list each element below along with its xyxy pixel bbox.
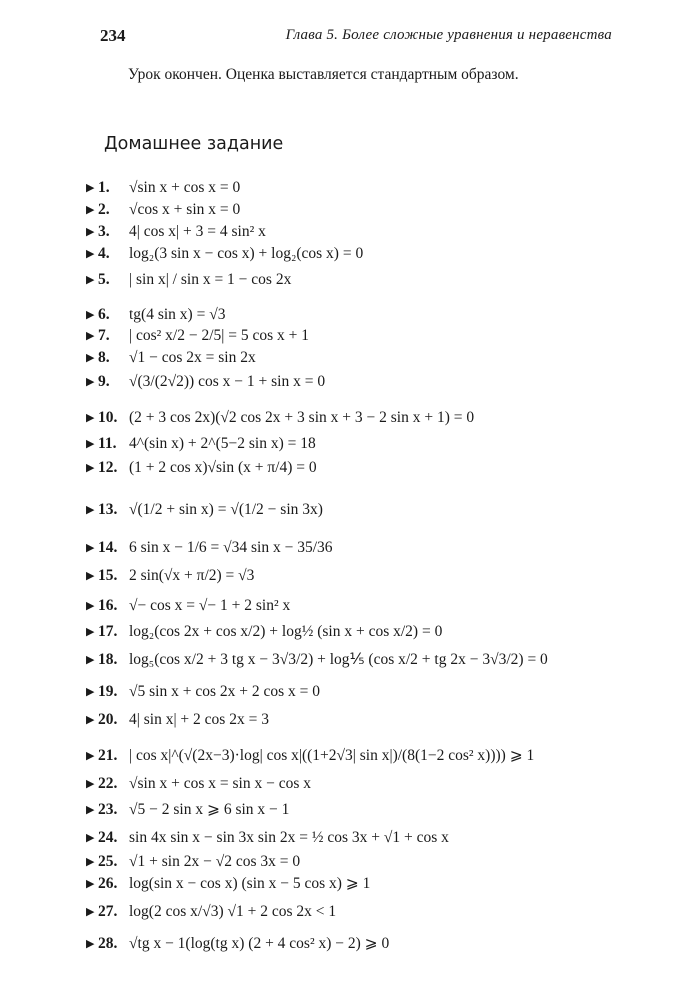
problem-item bbox=[86, 746, 534, 766]
triangle-bullet-icon: ▶ bbox=[86, 600, 95, 612]
problem-item bbox=[86, 650, 548, 670]
triangle-bullet-icon: ▶ bbox=[86, 686, 95, 698]
problem-expression: log₅(cos x/2 + 3 tg x − 3√3/2) + log⅕ (cos x/2 + tg 2x − 3√3/2) = 0 bbox=[129, 651, 548, 668]
problem-item bbox=[86, 270, 291, 290]
problem-item bbox=[86, 902, 336, 922]
problem-expression: √(1/2 + sin x) = √(1/2 − sin 3x) bbox=[129, 501, 323, 518]
problem-expression: log₂(cos 2x + cos x/2) + log½ (sin x + cos x/2) = 0 bbox=[129, 623, 443, 640]
triangle-bullet-icon: ▶ bbox=[86, 750, 95, 762]
problem-expression: √sin x + cos x = 0 bbox=[129, 179, 241, 196]
problem-number: 17. bbox=[98, 623, 118, 640]
section-title: Домашнее задание bbox=[104, 134, 284, 154]
problem-expression: √1 − cos 2x = sin 2x bbox=[129, 349, 256, 366]
problem-item bbox=[86, 222, 266, 242]
problem-number: 16. bbox=[98, 597, 118, 614]
triangle-bullet-icon: ▶ bbox=[86, 878, 95, 890]
problem-item bbox=[86, 458, 317, 478]
triangle-bullet-icon: ▶ bbox=[86, 654, 95, 666]
problem-number: 19. bbox=[98, 683, 118, 700]
problem-number: 15. bbox=[98, 567, 118, 584]
problem-item bbox=[86, 774, 311, 794]
triangle-bullet-icon: ▶ bbox=[86, 906, 95, 918]
problem-number: 28. bbox=[98, 935, 118, 952]
problem-number: 23. bbox=[98, 801, 118, 818]
triangle-bullet-icon: ▶ bbox=[86, 778, 95, 790]
problem-expression: sin 4x sin x − sin 3x sin 2x = ½ cos 3x + √1 + cos x bbox=[129, 829, 449, 846]
problem-number: 18. bbox=[98, 651, 118, 668]
problem-expression: √5 − 2 sin x ⩾ 6 sin x − 1 bbox=[129, 801, 290, 818]
problem-item bbox=[86, 372, 325, 392]
triangle-bullet-icon: ▶ bbox=[86, 352, 95, 364]
triangle-bullet-icon: ▶ bbox=[86, 309, 95, 321]
problem-expression: log(2 cos x/√3) √1 + 2 cos 2x < 1 bbox=[129, 903, 337, 920]
problem-item bbox=[86, 326, 309, 346]
problem-item bbox=[86, 538, 333, 558]
problem-expression: | sin x| / sin x = 1 − cos 2x bbox=[129, 271, 292, 288]
problem-item bbox=[86, 710, 269, 730]
triangle-bullet-icon: ▶ bbox=[86, 570, 95, 582]
problem-number: 6. bbox=[98, 306, 110, 323]
triangle-bullet-icon: ▶ bbox=[86, 330, 95, 342]
problem-item bbox=[86, 852, 300, 872]
problem-number: 26. bbox=[98, 875, 118, 892]
problem-item bbox=[86, 828, 449, 848]
problem-expression: log(sin x − cos x) (sin x − 5 cos x) ⩾ 1 bbox=[129, 875, 371, 892]
triangle-bullet-icon: ▶ bbox=[86, 832, 95, 844]
problem-number: 27. bbox=[98, 903, 118, 920]
problem-item bbox=[86, 800, 289, 820]
triangle-bullet-icon: ▶ bbox=[86, 412, 95, 424]
problem-expression: √1 + sin 2x − √2 cos 3x = 0 bbox=[129, 853, 301, 870]
problem-number: 25. bbox=[98, 853, 118, 870]
problem-expression: √− cos x = √− 1 + 2 sin² x bbox=[129, 597, 291, 614]
problem-item bbox=[86, 408, 474, 428]
problem-number: 8. bbox=[98, 349, 110, 366]
triangle-bullet-icon: ▶ bbox=[86, 804, 95, 816]
triangle-bullet-icon: ▶ bbox=[86, 182, 95, 194]
problem-item bbox=[86, 305, 225, 325]
triangle-bullet-icon: ▶ bbox=[86, 204, 95, 216]
lead-paragraph: Урок окончен. Оценка выставляется стандартным образом. bbox=[128, 66, 519, 83]
problem-expression: (1 + 2 cos x)√sin (x + π/4) = 0 bbox=[129, 459, 317, 476]
problem-item bbox=[86, 348, 256, 368]
problem-number: 24. bbox=[98, 829, 118, 846]
problem-expression: 4^(sin x) + 2^(5−2 sin x) = 18 bbox=[129, 435, 316, 452]
problem-expression: √tg x − 1(log(tg x) (2 + 4 cos² x) − 2) ⩾ 0 bbox=[129, 935, 390, 952]
problem-item bbox=[86, 596, 290, 616]
problem-item bbox=[86, 500, 323, 520]
problem-expression: 6 sin x − 1/6 = √34 sin x − 35/36 bbox=[129, 539, 333, 556]
problem-number: 14. bbox=[98, 539, 118, 556]
problem-expression: √5 sin x + cos 2x + 2 cos x = 0 bbox=[129, 683, 321, 700]
problem-expression: √cos x + sin x = 0 bbox=[129, 201, 241, 218]
problem-item bbox=[86, 622, 442, 642]
problem-item bbox=[86, 434, 316, 454]
triangle-bullet-icon: ▶ bbox=[86, 504, 95, 516]
triangle-bullet-icon: ▶ bbox=[86, 462, 95, 474]
triangle-bullet-icon: ▶ bbox=[86, 714, 95, 726]
problem-expression: tg(4 sin x) = √3 bbox=[129, 306, 226, 323]
problem-expression: log₂(3 sin x − cos x) + log₂(cos x) = 0 bbox=[129, 245, 364, 262]
problem-number: 5. bbox=[98, 271, 110, 288]
problem-expression: √(3/(2√2)) cos x − 1 + sin x = 0 bbox=[129, 373, 326, 390]
problem-expression: 4| sin x| + 2 cos 2x = 3 bbox=[129, 711, 269, 728]
problem-number: 11. bbox=[98, 435, 117, 452]
triangle-bullet-icon: ▶ bbox=[86, 542, 95, 554]
problem-number: 21. bbox=[98, 747, 118, 764]
problem-expression: 2 sin(√x + π/2) = √3 bbox=[129, 567, 255, 584]
problem-item bbox=[86, 682, 320, 702]
running-title: Глава 5. Более сложные уравнения и неравенства bbox=[285, 27, 612, 43]
problem-number: 1. bbox=[98, 179, 110, 196]
problem-expression: 4| cos x| + 3 = 4 sin² x bbox=[129, 223, 266, 240]
problem-expression: (2 + 3 cos 2x)(√2 cos 2x + 3 sin x + 3 − 2 sin x + 1) = 0 bbox=[129, 409, 475, 426]
triangle-bullet-icon: ▶ bbox=[86, 226, 95, 238]
triangle-bullet-icon: ▶ bbox=[86, 248, 95, 260]
problem-number: 10. bbox=[98, 409, 118, 426]
problem-number: 2. bbox=[98, 201, 110, 218]
problem-number: 7. bbox=[98, 327, 110, 344]
page-number: 234 bbox=[100, 26, 126, 45]
problem-number: 4. bbox=[98, 245, 110, 262]
problem-number: 22. bbox=[98, 775, 118, 792]
problem-item bbox=[86, 874, 370, 894]
triangle-bullet-icon: ▶ bbox=[86, 938, 95, 950]
problem-item bbox=[86, 200, 240, 220]
problem-item bbox=[86, 934, 389, 954]
problem-expression: | cos² x/2 − 2/5| = 5 cos x + 1 bbox=[129, 327, 310, 344]
problem-item bbox=[86, 566, 254, 586]
problem-number: 13. bbox=[98, 501, 118, 518]
problem-item bbox=[86, 244, 363, 264]
problem-expression: | cos x|^(√(2x−3)·log| cos x|((1+2√3| sin x|)/(8(1−2 cos² x)))) ⩾ 1 bbox=[129, 747, 535, 764]
triangle-bullet-icon: ▶ bbox=[86, 376, 95, 388]
triangle-bullet-icon: ▶ bbox=[86, 438, 95, 450]
triangle-bullet-icon: ▶ bbox=[86, 856, 95, 868]
problem-number: 12. bbox=[98, 459, 118, 476]
problem-number: 3. bbox=[98, 223, 110, 240]
problem-expression: √sin x + cos x = sin x − cos x bbox=[129, 775, 311, 792]
problem-item bbox=[86, 178, 240, 198]
triangle-bullet-icon: ▶ bbox=[86, 274, 95, 286]
problem-number: 20. bbox=[98, 711, 118, 728]
triangle-bullet-icon: ▶ bbox=[86, 626, 95, 638]
problem-number: 9. bbox=[98, 373, 110, 390]
